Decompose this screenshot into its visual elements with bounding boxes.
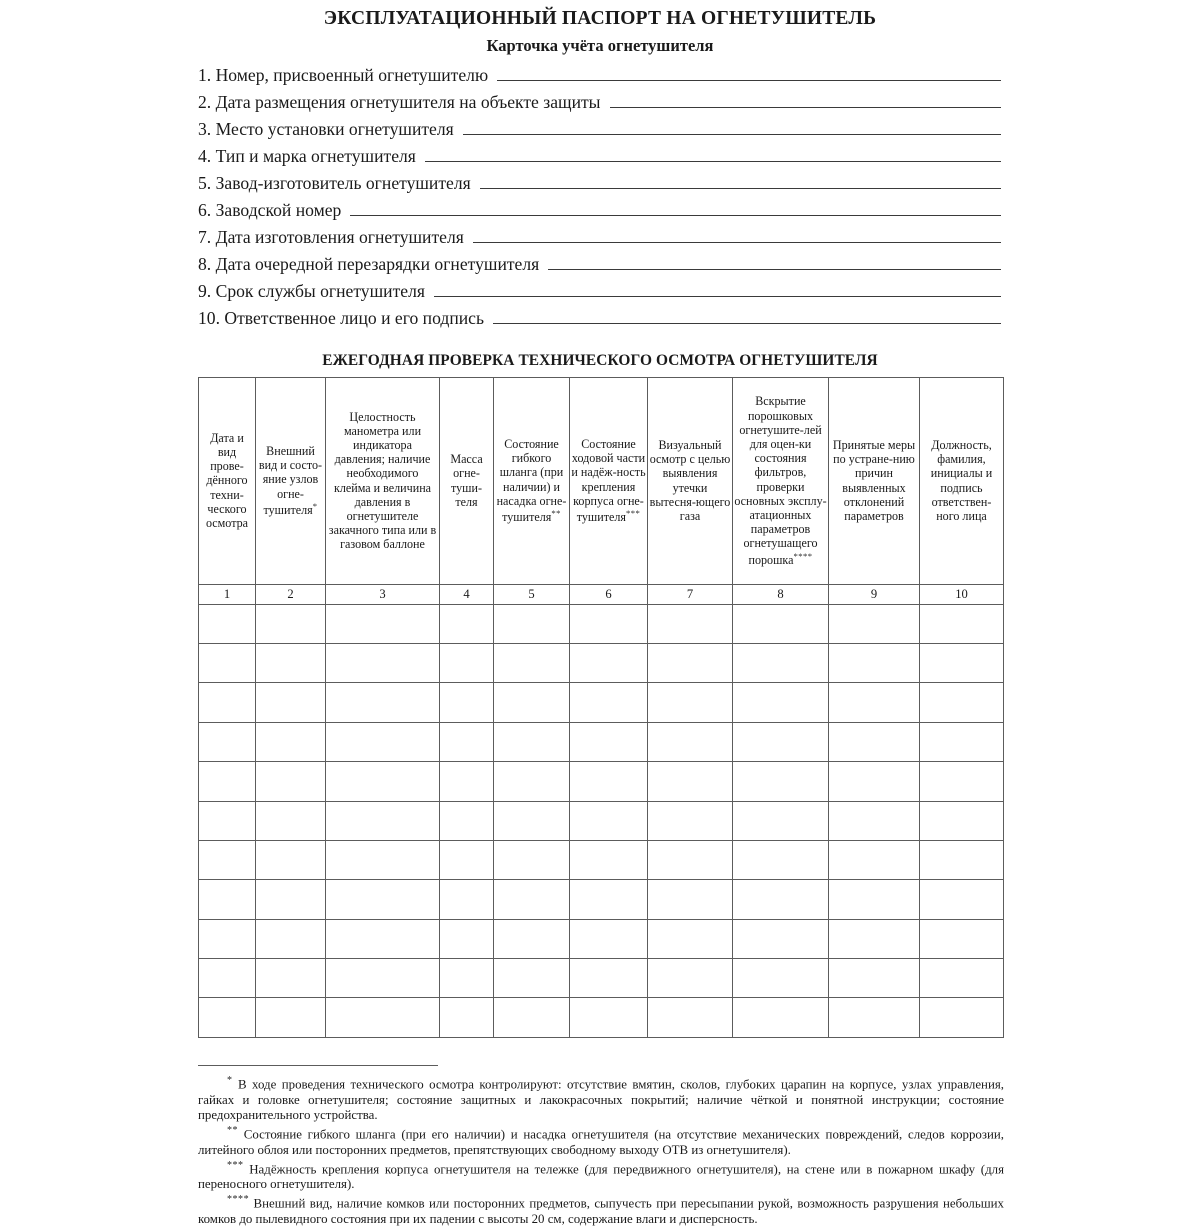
column-header-1: Дата и вид прове-дённого техни-ческого осмотра (199, 377, 256, 584)
table-cell[interactable] (326, 762, 440, 801)
field-label: 2. Дата размещения огнетушителя на объекте защиты (198, 92, 601, 112)
field-row (0, 282, 1200, 309)
field-row (0, 228, 1200, 255)
table-header-row (199, 377, 1004, 584)
table-cell[interactable] (440, 683, 494, 722)
field-row (0, 120, 1200, 147)
table-cell[interactable] (199, 880, 256, 919)
table-cell[interactable] (494, 880, 570, 919)
field-label: 6. Заводской номер (198, 200, 342, 220)
table-row (199, 604, 1004, 643)
table-cell[interactable] (326, 801, 440, 840)
column-number-8: 8 (733, 584, 829, 604)
table-cell[interactable] (648, 762, 733, 801)
document-title: ЭКСПЛУАТАЦИОННЫЙ ПАСПОРТ НА ОГНЕТУШИТЕЛЬ (323, 8, 877, 29)
field-input-line[interactable] (493, 309, 1001, 324)
table-cell[interactable] (829, 683, 920, 722)
table-cell[interactable] (829, 880, 920, 919)
table-cell[interactable] (829, 801, 920, 840)
table-cell[interactable] (326, 880, 440, 919)
footnote-text: Состояние гибкого шланга (при его наличии) и насадка огнетушителя (на отсутствие механических повреждений, следов коррозии, литейного облоя или посторонних предметов, препятствующих свободному выходу ОТВ из огнетушителя). (198, 1127, 1004, 1157)
table-cell[interactable] (440, 880, 494, 919)
table-cell[interactable] (648, 840, 733, 879)
table-cell[interactable] (440, 643, 494, 682)
table-cell[interactable] (199, 919, 256, 958)
table-cell[interactable] (920, 840, 1004, 879)
table-cell[interactable] (570, 643, 648, 682)
table-cell[interactable] (494, 959, 570, 998)
table-cell[interactable] (494, 840, 570, 879)
table-cell[interactable] (440, 604, 494, 643)
column-header-9: Принятые меры по устране-нию причин выявленных отклонений параметров (829, 377, 920, 584)
table-cell[interactable] (256, 722, 326, 761)
footnote (198, 1160, 1004, 1194)
footnote-marker: ** (227, 1125, 239, 1136)
table-cell[interactable] (494, 722, 570, 761)
table-cell[interactable] (920, 998, 1004, 1037)
table-row (199, 998, 1004, 1037)
footnote (198, 1194, 1004, 1228)
table-cell[interactable] (648, 959, 733, 998)
table-cell[interactable] (256, 959, 326, 998)
table-cell[interactable] (199, 762, 256, 801)
footnote-list (0, 1075, 1200, 1228)
table-cell[interactable] (256, 801, 326, 840)
column-number-10: 10 (920, 584, 1004, 604)
table-cell[interactable] (256, 880, 326, 919)
table-cell[interactable] (648, 683, 733, 722)
table-cell[interactable] (570, 604, 648, 643)
table-cell[interactable] (199, 959, 256, 998)
table-cell[interactable] (733, 840, 829, 879)
table-cell[interactable] (829, 998, 920, 1037)
table-cell[interactable] (648, 998, 733, 1037)
table-cell[interactable] (920, 959, 1004, 998)
column-number-3: 3 (326, 584, 440, 604)
table-cell[interactable] (829, 643, 920, 682)
column-header-3: Целостность манометра или индикатора давления; наличие необходимого клейма и величина давления в огнетушителе закачного типа или в газовом баллоне (326, 377, 440, 584)
column-number-2: 2 (256, 584, 326, 604)
field-row (0, 93, 1200, 120)
field-label: 9. Срок службы огнетушителя (198, 281, 425, 301)
table-number-row (199, 584, 1004, 604)
table-cell[interactable] (570, 683, 648, 722)
column-number-4: 4 (440, 584, 494, 604)
field-row (0, 174, 1200, 201)
table-cell[interactable] (199, 643, 256, 682)
table-cell[interactable] (256, 604, 326, 643)
table-cell[interactable] (494, 919, 570, 958)
footnote-marker: * (227, 1074, 233, 1086)
table-cell[interactable] (326, 604, 440, 643)
table-cell[interactable] (570, 840, 648, 879)
table-cell[interactable] (440, 998, 494, 1037)
table-cell[interactable] (256, 998, 326, 1037)
table-cell[interactable] (256, 919, 326, 958)
table-cell[interactable] (326, 919, 440, 958)
table-cell[interactable] (570, 959, 648, 998)
table-cell[interactable] (829, 762, 920, 801)
table-cell[interactable] (256, 762, 326, 801)
table-cell[interactable] (733, 880, 829, 919)
table-cell[interactable] (570, 801, 648, 840)
footnote-text: В ходе проведения технического осмотра контролируют: отсутствие вмятин, сколов, глубоких царапин на корпусе, узлах управления, гайках и головке огнетушителя; состояние защитных и лакокрасочных покрытий; наличие чёткой и понятной инструкции; состояние предохранительного устройства. (198, 1077, 1004, 1123)
column-number-5: 5 (494, 584, 570, 604)
table-cell[interactable] (199, 840, 256, 879)
table-cell[interactable] (920, 643, 1004, 682)
field-input-line[interactable] (497, 66, 1001, 81)
table-cell[interactable] (326, 643, 440, 682)
table-cell[interactable] (733, 643, 829, 682)
table-cell[interactable] (326, 722, 440, 761)
table-cell[interactable] (733, 604, 829, 643)
field-input-line[interactable] (480, 174, 1001, 189)
field-input-line[interactable] (463, 120, 1001, 135)
table-cell[interactable] (256, 683, 326, 722)
column-header-7: Визуальный осмотр с целью выявления утечки вытесня-ющего газа (648, 377, 733, 584)
table-row (199, 643, 1004, 682)
table-cell[interactable] (648, 643, 733, 682)
footnote-separator (198, 1065, 438, 1066)
table-cell[interactable] (733, 683, 829, 722)
table-cell[interactable] (733, 801, 829, 840)
column-header-10: Должность, фамилия, инициалы и подпись ответствен-ного лица (920, 377, 1004, 584)
table-cell[interactable] (829, 722, 920, 761)
table-cell[interactable] (570, 919, 648, 958)
footnote (198, 1125, 1004, 1159)
field-label: 8. Дата очередной перезарядки огнетушителя (198, 254, 540, 274)
field-label: 10. Ответственное лицо и его подпись (198, 308, 484, 328)
table-cell[interactable] (920, 722, 1004, 761)
table-cell[interactable] (920, 880, 1004, 919)
table-head (199, 377, 1004, 604)
column-number-6: 6 (570, 584, 648, 604)
footnote-marker: ** (551, 507, 561, 518)
table-cell[interactable] (256, 643, 326, 682)
field-label: 3. Место установки огнетушителя (198, 119, 454, 139)
table-cell[interactable] (326, 959, 440, 998)
field-input-line[interactable] (610, 93, 1002, 108)
field-label: 7. Дата изготовления огнетушителя (198, 227, 464, 247)
table-cell[interactable] (733, 998, 829, 1037)
table-body (199, 604, 1004, 1037)
table-cell[interactable] (648, 722, 733, 761)
table-row (199, 801, 1004, 840)
table-row (199, 762, 1004, 801)
column-header-5: Состояние гибкого шланга (при наличии) и насадка огне-тушителя** (494, 377, 570, 584)
table-cell[interactable] (440, 762, 494, 801)
table-cell[interactable] (440, 801, 494, 840)
table-cell[interactable] (440, 959, 494, 998)
table-cell[interactable] (920, 604, 1004, 643)
table-cell[interactable] (829, 919, 920, 958)
table-cell[interactable] (570, 998, 648, 1037)
table-row (199, 840, 1004, 879)
extinguisher-field-list (0, 66, 1200, 336)
table-cell[interactable] (920, 919, 1004, 958)
table-cell[interactable] (570, 880, 648, 919)
table-cell[interactable] (326, 683, 440, 722)
column-header-4: Масса огне-туши-теля (440, 377, 494, 584)
table-row (199, 722, 1004, 761)
table-cell[interactable] (199, 722, 256, 761)
table-cell[interactable] (829, 840, 920, 879)
column-header-2: Внешний вид и состо-яние узлов огне-тушителя* (256, 377, 326, 584)
field-input-line[interactable] (350, 201, 1001, 216)
column-number-1: 1 (199, 584, 256, 604)
footnote-marker: *** (625, 507, 641, 518)
table-cell[interactable] (494, 998, 570, 1037)
column-number-7: 7 (648, 584, 733, 604)
field-row (0, 66, 1200, 93)
field-input-line[interactable] (425, 147, 1001, 162)
field-input-line[interactable] (473, 228, 1001, 243)
table-cell[interactable] (199, 998, 256, 1037)
table-cell[interactable] (199, 604, 256, 643)
footnote-text: Внешний вид, наличие комков или посторонних предметов, сыпучесть при пересыпании рукой, возможность разрушения небольших комков до пылевидного состояния при их падении с высоты 20 см, содержание влаги и дисперсность. (198, 1196, 1004, 1226)
footnote-marker: * (312, 500, 318, 511)
document-subtitle: Карточка учёта огнетушителя (486, 36, 714, 56)
table-cell[interactable] (494, 604, 570, 643)
table-cell[interactable] (256, 840, 326, 879)
table-cell[interactable] (648, 604, 733, 643)
table-cell[interactable] (440, 722, 494, 761)
table-cell[interactable] (648, 880, 733, 919)
table-cell[interactable] (829, 959, 920, 998)
table-cell[interactable] (920, 762, 1004, 801)
table-cell[interactable] (920, 801, 1004, 840)
table-cell[interactable] (829, 604, 920, 643)
inspection-table-wrap (0, 377, 1200, 1038)
column-header-8: Вскрытие порошковых огнетушите-лей для оцен-ки состояния фильтров, проверки основных эксплу-атационных параметров огнетушащего порошка**** (733, 377, 829, 584)
table-cell[interactable] (494, 762, 570, 801)
table-cell[interactable] (494, 683, 570, 722)
field-input-line[interactable] (434, 282, 1001, 297)
annual-inspection-table (198, 377, 1004, 1038)
field-row (0, 255, 1200, 282)
footnote-text: Надёжность крепления корпуса огнетушителя на тележке (для передвижного огнетушителя), на стене или в пожарном шкафу (для переносного огнетушителя). (198, 1161, 1004, 1192)
table-cell[interactable] (570, 762, 648, 801)
table-cell[interactable] (570, 722, 648, 761)
table-row (199, 919, 1004, 958)
table-cell[interactable] (733, 762, 829, 801)
column-number-9: 9 (829, 584, 920, 604)
table-cell[interactable] (326, 998, 440, 1037)
field-input-line[interactable] (548, 255, 1001, 270)
footnote-marker: **** (227, 1194, 250, 1206)
table-cell[interactable] (648, 919, 733, 958)
table-cell[interactable] (440, 840, 494, 879)
table-cell[interactable] (733, 722, 829, 761)
field-row (0, 309, 1200, 336)
table-row (199, 880, 1004, 919)
table-cell[interactable] (733, 919, 829, 958)
table-cell[interactable] (199, 801, 256, 840)
column-header-6: Состояние ходовой части и надёж-ность крепления корпуса огне-тушителя*** (570, 377, 648, 584)
field-label: 4. Тип и марка огнетушителя (198, 146, 416, 166)
table-cell[interactable] (733, 959, 829, 998)
table-cell[interactable] (648, 801, 733, 840)
field-label: 5. Завод-изготовитель огнетушителя (198, 173, 471, 193)
inspection-table-title: ЕЖЕГОДНАЯ ПРОВЕРКА ТЕХНИЧЕСКОГО ОСМОТРА ОГНЕТУШИТЕЛЯ (322, 351, 878, 369)
footnote (198, 1075, 1004, 1124)
table-cell[interactable] (494, 643, 570, 682)
table-cell[interactable] (326, 840, 440, 879)
table-cell[interactable] (440, 919, 494, 958)
table-row (199, 959, 1004, 998)
table-cell[interactable] (199, 683, 256, 722)
footnote-marker: **** (793, 550, 813, 561)
field-label: 1. Номер, присвоенный огнетушителю (198, 65, 489, 85)
table-row (199, 683, 1004, 722)
field-row (0, 201, 1200, 228)
field-row (0, 147, 1200, 174)
table-cell[interactable] (920, 683, 1004, 722)
footnote-marker: *** (227, 1159, 244, 1171)
table-cell[interactable] (494, 801, 570, 840)
